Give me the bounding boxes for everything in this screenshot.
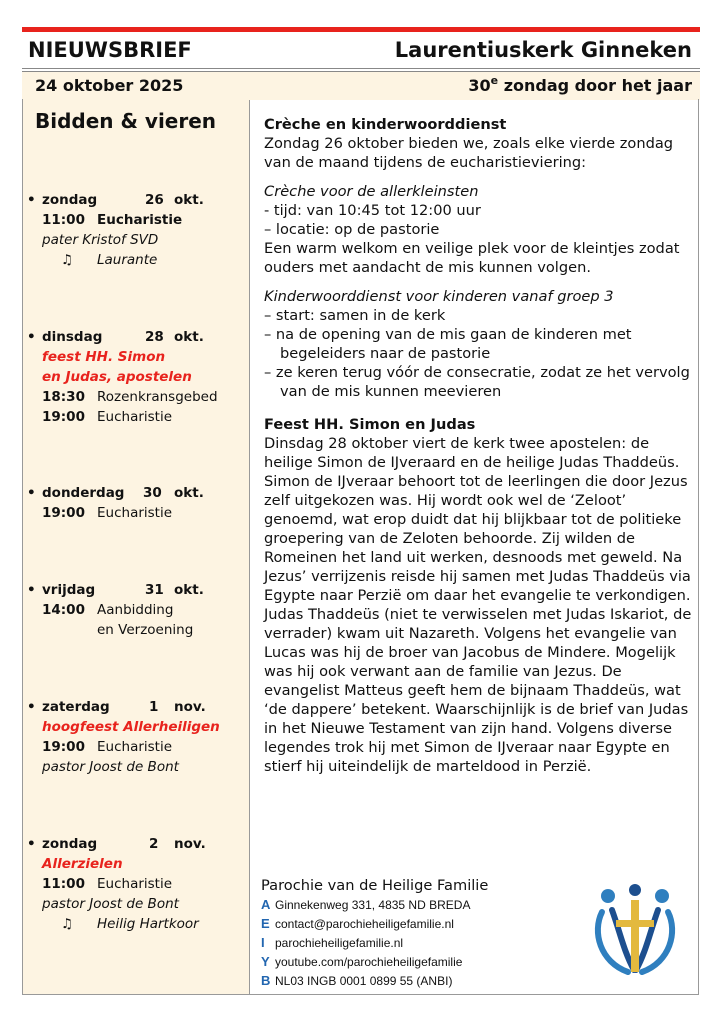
section-title: Feest HH. Simon en Judas <box>264 416 476 433</box>
bullet-icon: • <box>27 192 36 208</box>
event-vrijdag-31: • vrijdag 31 okt. 14:00 Aanbidding en Verzoening <box>27 582 204 638</box>
main-column <box>264 115 694 776</box>
kwd-item: – start: samen in de kerk <box>264 307 446 324</box>
sidebar-title: Bidden & vieren <box>35 109 217 133</box>
bullet-icon: • <box>27 699 36 715</box>
choir-name: Laurante <box>97 252 158 268</box>
parish-name: Parochie van de Heilige Familie <box>261 877 489 894</box>
section-title: Crèche en kinderwoorddienst <box>264 116 507 133</box>
bullet-icon: • <box>27 582 36 598</box>
feast-label: Allerzielen <box>42 856 123 872</box>
contact-youtube[interactable]: Y youtube.com/parochieheiligefamilie <box>261 954 463 969</box>
kwd-subtitle: Kinderwoorddienst voor kinderen vanaf groep 3 <box>264 288 614 305</box>
feast-label: hoogfeest Allerheiligen <box>42 719 220 735</box>
bullet-icon: • <box>27 836 36 852</box>
music-note-icon: ♫ <box>61 252 74 268</box>
bullet-icon: • <box>27 329 36 345</box>
event-zondag-2: • zondag 2 nov. Allerzielen 11:00 Eucharistie pastor Joost de Bont ♫ Heilig Hartkoor <box>27 836 206 932</box>
header-accent-bar <box>22 27 700 32</box>
event-zaterdag-1: • zaterdag 1 nov. hoogfeest Allerheiligen 19:00 Eucharistie pastor Joost de Bont <box>27 699 220 775</box>
music-note-icon: ♫ <box>61 916 74 932</box>
choir-name: Heilig Hartkoor <box>97 916 199 932</box>
creche-subtitle: Crèche voor de allerkleinsten <box>264 183 479 200</box>
event-donderdag-30: • donderdag 30 okt. 19:00 Eucharistie <box>27 485 204 521</box>
feast-label: feest HH. Simon <box>42 349 166 365</box>
contact-bank: B NL03 INGB 0001 0899 55 (ANBI) <box>261 973 453 988</box>
church-name: Laurentiuskerk Ginneken <box>394 38 692 62</box>
creche-text: Een warm welkom en veilige plek voor de kleintjes zodat ouders met aandacht de mis kunnen volgen. <box>264 240 680 276</box>
creche-item: - tijd: van 10:45 tot 12:00 uur <box>264 202 481 219</box>
creche-item: – locatie: op de pastorie <box>264 221 440 238</box>
parish-logo-icon <box>590 882 680 982</box>
issue-date: 24 oktober 2025 <box>35 76 184 95</box>
kwd-item: – ze keren terug vóór de consecratie, zodat ze het vervolg van de mis kunnen meevieren <box>264 364 690 400</box>
liturgical-sunday: 30e zondag door het jaar <box>468 74 692 95</box>
section-body: Dinsdag 28 oktober viert de kerk twee apostelen: de heilige Simon de IJveraard en de heilige Judas Thaddeüs. Simon de IJveraar behoort tot de leerlingen die door Jezus zelf uitgekozen was. Hij wordt ook wel de ‘Zeloot’ genoemd, wat erop duidt dat hij blijkbaar tot de politieke groepering van de Zeloten behoorde. Zij wilden de Romeinen het land uit werken, desnoods met geweld. Na Jezus’ verrijzenis reisde hij samen met Judas Thaddeüs via Egypte naar Perzië om daar het evangelie te verkondigen. Judas Thaddeüs (niet te verwisselen met Judas Iskariot, de verrader) kwam uit Nazareth. Volgens het evangelie van Lucas was hij de broer van Jacobus de Mindere. Mogelijk was hij ook verwant aan de familie van Jezus. De evangelist Matteus geeft hem de bijnaam Thaddeüs, wat ‘de dappere’ betekent. Waarschijnlijk is de brief van Judas in het Nieuwe Testament van zijn hand. Volgens diverse legendes trok hij met Simon de IJveraar naar Egypte en stierf hij uiteindelijk de marteldood in Perzië. <box>264 435 692 775</box>
bullet-icon: • <box>27 485 36 501</box>
feast-label: en Judas, apostelen <box>42 369 192 385</box>
date-bar-top-line <box>22 71 700 72</box>
header-divider <box>22 68 700 69</box>
kwd-item: – na de opening van de mis gaan de kinderen met begeleiders naar de pastorie <box>264 326 632 362</box>
section-intro: Zondag 26 oktober bieden we, zoals elke vierde zondag van de maand tijdens de eucharistieviering: <box>264 135 674 171</box>
contact-website[interactable]: I parochieheiligefamilie.nl <box>261 935 404 950</box>
contact-email[interactable]: E contact@parochieheiligefamilie.nl <box>261 916 454 931</box>
newsletter-label: NIEUWSBRIEF <box>28 38 192 62</box>
event-zondag-26: • zondag 26 okt. 11:00 Eucharistie pater Kristof SVD ♫ Laurante <box>27 192 204 268</box>
contact-address: A Ginnekenweg 331, 4835 ND BREDA <box>261 897 471 912</box>
event-dinsdag-28: • dinsdag 28 okt. feest HH. Simon en Judas, apostelen 18:30 Rozenkransgebed 19:00 Eucharistie <box>27 329 218 425</box>
